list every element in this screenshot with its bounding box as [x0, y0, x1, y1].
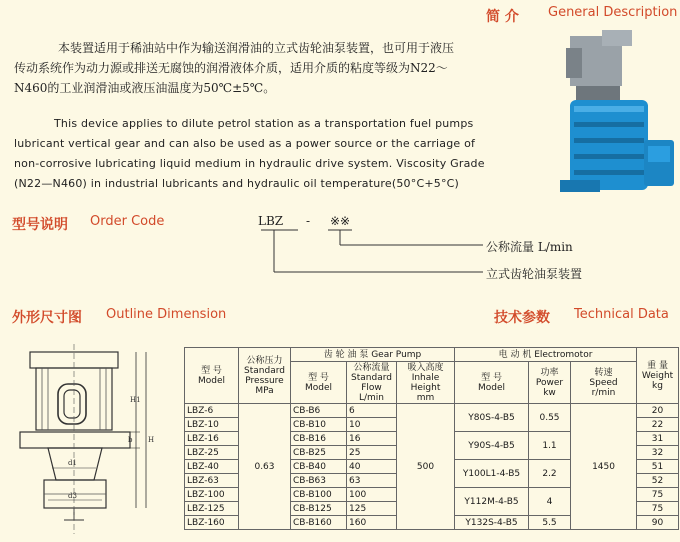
cell-flow: 10 [347, 418, 397, 432]
cell-speed: 1450 [571, 404, 637, 530]
cell-motor-model: Y100L1-4-B5 [455, 460, 529, 488]
cell-suction: 500 [397, 404, 455, 530]
cell-weight: 90 [637, 516, 679, 530]
intro-en-line: This device applies to dilute petrol station as a transportation fuel pumps [54, 117, 474, 130]
dim-label: d1 [68, 459, 77, 467]
cell-flow: 125 [347, 502, 397, 516]
header-motor-model: 型 号 Model [455, 362, 529, 404]
cell-flow: 25 [347, 446, 397, 460]
product-photo [556, 30, 680, 200]
cell-pump: CB-B10 [291, 418, 347, 432]
header-pressure: 公称压力 Standard Pressure MPa [239, 348, 291, 404]
cell-flow: 16 [347, 432, 397, 446]
order-title-en: Order Code [90, 214, 165, 229]
cell-model: LBZ-16 [185, 432, 239, 446]
intro-cn-line: 传动系统作为动力源或排送无腐蚀的润滑液体介质，适用介质的粘度等级为N22～ [14, 61, 448, 75]
cell-model: LBZ-100 [185, 488, 239, 502]
cell-model: LBZ-25 [185, 446, 239, 460]
header-pump-model: 型 号 Model [291, 362, 347, 404]
outline-title-cn: 外形尺寸图 [12, 310, 82, 326]
header-suction: 吸入高度 Inhale Height mm [397, 362, 455, 404]
order-code-prefix: LBZ [258, 214, 284, 228]
cell-power: 1.1 [529, 432, 571, 460]
header-gear-pump: 齿 轮 油 泵 Gear Pump [291, 348, 455, 362]
cell-pump: CB-B160 [291, 516, 347, 530]
order-label-flow: 公称流量 L/min [486, 240, 573, 254]
order-code-lines [258, 228, 498, 280]
outline-title-en: Outline Dimension [106, 307, 227, 322]
cell-power: 2.2 [529, 460, 571, 488]
cell-weight: 20 [637, 404, 679, 418]
cell-pump: CB-B40 [291, 460, 347, 474]
cell-weight: 51 [637, 460, 679, 474]
cell-model: LBZ-40 [185, 460, 239, 474]
cell-model: LBZ-6 [185, 404, 239, 418]
intro-paragraph-cn [14, 38, 514, 98]
cell-power: 4 [529, 488, 571, 516]
intro-en-line: (N22—N460) in industrial lubricants and hydraulic oil temperature(50°C+5°C) [14, 177, 460, 190]
tech-title-en: Technical Data [574, 307, 669, 322]
cell-model: LBZ-125 [185, 502, 239, 516]
header-flow: 公称流量 Standard Flow L/min [347, 362, 397, 404]
cell-weight: 31 [637, 432, 679, 446]
header-weight: 重 量 Weight kg [637, 348, 679, 404]
cell-flow: 160 [347, 516, 397, 530]
intro-paragraph-en [14, 114, 514, 194]
dim-label: H1 [130, 396, 141, 404]
cell-weight: 22 [637, 418, 679, 432]
table-row [185, 404, 679, 418]
table-header-row [185, 348, 679, 362]
dim-label: d3 [68, 492, 77, 500]
dim-label: H [148, 436, 155, 444]
header-model: 型 号 Model [185, 348, 239, 404]
cell-pump: CB-B125 [291, 502, 347, 516]
cell-power: 0.55 [529, 404, 571, 432]
cell-motor-model: Y112M-4-B5 [455, 488, 529, 516]
cell-pump: CB-B63 [291, 474, 347, 488]
cell-model: LBZ-160 [185, 516, 239, 530]
tech-data-table [184, 347, 679, 530]
cell-weight: 75 [637, 502, 679, 516]
cell-model: LBZ-63 [185, 474, 239, 488]
cell-flow: 63 [347, 474, 397, 488]
cell-pump: CB-B16 [291, 432, 347, 446]
cell-motor-model: Y90S-4-B5 [455, 432, 529, 460]
intro-en-line: non-corrosive lubricating liquid medium in hydraulic drive system. Viscosity Grade [14, 157, 485, 170]
intro-title-en: General Description [548, 5, 678, 20]
cell-weight: 32 [637, 446, 679, 460]
cell-flow: 100 [347, 488, 397, 502]
tech-title-cn: 技术参数 [494, 310, 550, 326]
intro-cn-line: 本装置适用于稀油站中作为输送润滑油的立式齿轮油泵装置，也可用于液压 [58, 41, 455, 55]
order-title-cn: 型号说明 [12, 217, 68, 233]
cell-flow: 40 [347, 460, 397, 474]
cell-power: 5.5 [529, 516, 571, 530]
intro-title-cn: 简 介 [486, 9, 519, 25]
dim-label: b [128, 436, 133, 444]
cell-pump: CB-B25 [291, 446, 347, 460]
order-code-dash: - [306, 214, 311, 228]
header-motor: 电 动 机 Electromotor [455, 348, 637, 362]
outline-drawing [8, 340, 178, 540]
cell-pressure: 0.63 [239, 404, 291, 530]
header-power: 功率 Power kw [529, 362, 571, 404]
cell-motor-model: Y132S-4-B5 [455, 516, 529, 530]
cell-flow: 6 [347, 404, 397, 418]
order-code-suffix: ※※ [330, 214, 351, 228]
header-speed: 转速 Speed r/min [571, 362, 637, 404]
intro-cn-line: N460的工业润滑油或液压油温度为50℃±5℃。 [14, 81, 276, 95]
cell-motor-model: Y80S-4-B5 [455, 404, 529, 432]
cell-model: LBZ-10 [185, 418, 239, 432]
cell-pump: CB-B100 [291, 488, 347, 502]
intro-en-line: lubricant vertical gear and can also be used as a power source or the carriage of [14, 137, 476, 150]
cell-weight: 75 [637, 488, 679, 502]
cell-pump: CB-B6 [291, 404, 347, 418]
cell-weight: 52 [637, 474, 679, 488]
order-label-device: 立式齿轮油泵装置 [486, 267, 583, 281]
